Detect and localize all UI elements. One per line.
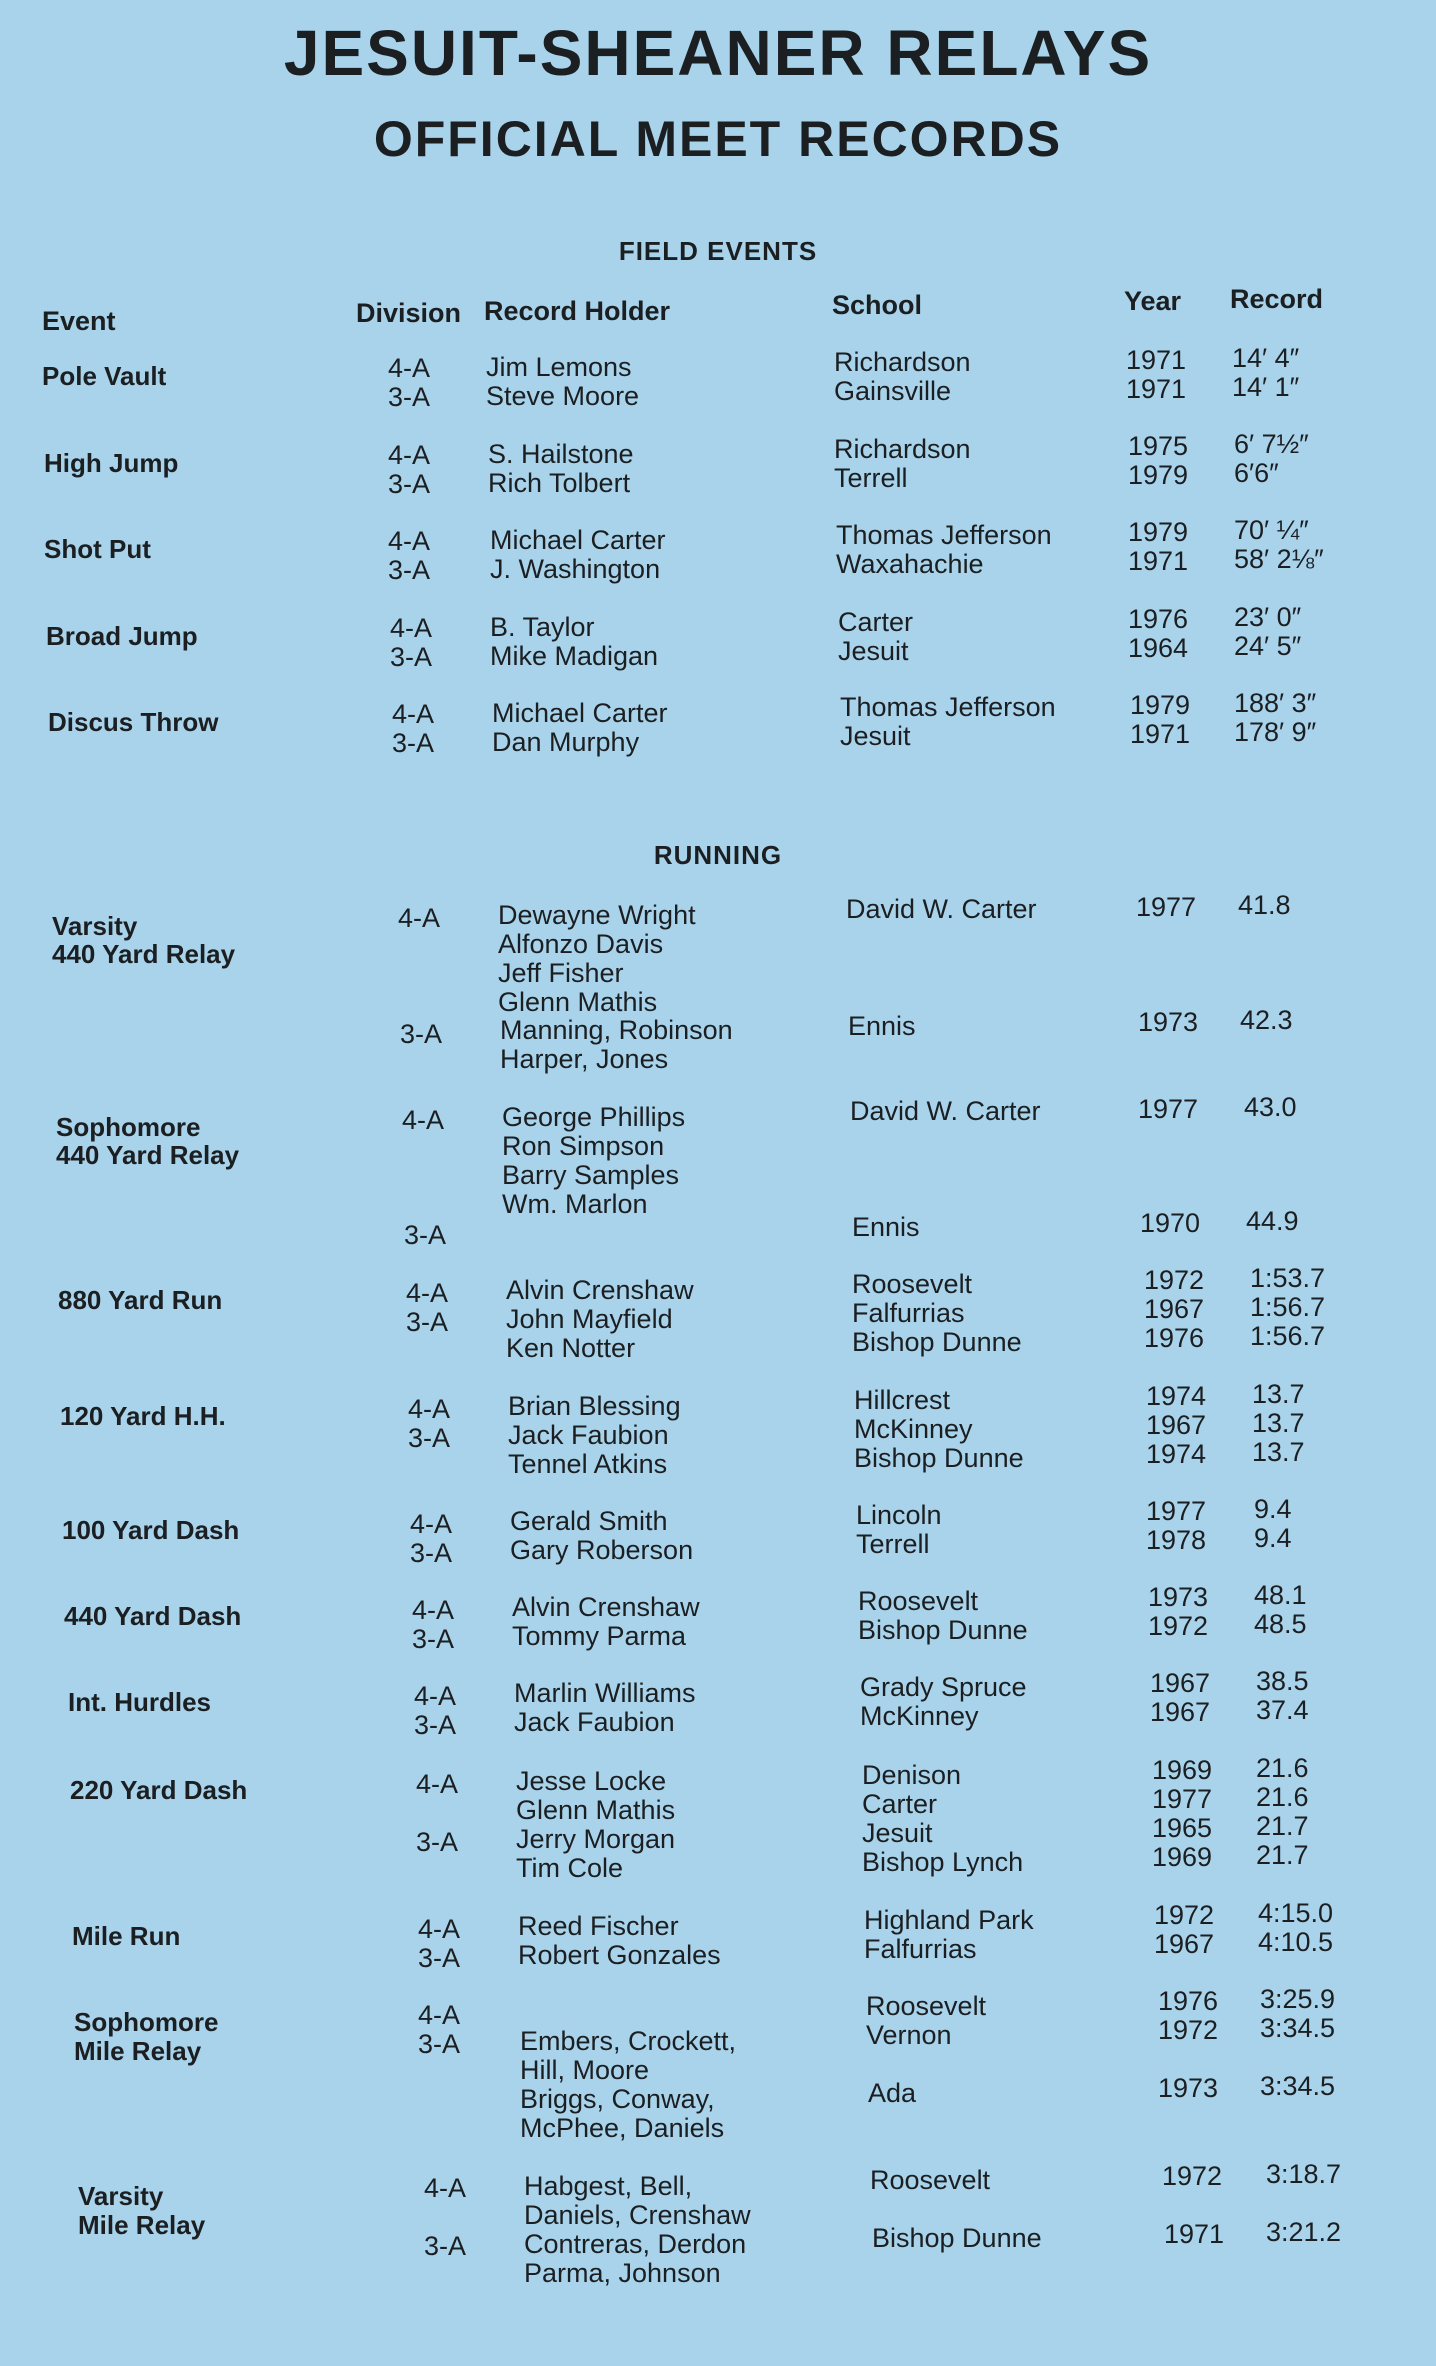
record-holder: Tennel Atkins [508, 1449, 668, 1479]
record-holder: Jesse Locke [516, 1766, 667, 1796]
year: 1971 [1126, 374, 1187, 404]
record: 24′ 5″ [1234, 631, 1302, 661]
school: Falfurrias [852, 1298, 965, 1328]
record: 48.1 [1254, 1580, 1307, 1610]
record-holder: S. Hailstone [488, 439, 634, 469]
event-name: 440 Yard Dash [64, 1601, 242, 1631]
event-name: Varsity [78, 2181, 164, 2211]
page-title: JESUIT-SHEANER RELAYS [283, 17, 1153, 89]
record: 37.4 [1256, 1695, 1309, 1725]
division: 4-A [414, 1681, 457, 1711]
event-name: Mile Run [72, 1921, 181, 1951]
event-name: Shot Put [44, 534, 151, 564]
year: 1967 [1144, 1294, 1205, 1324]
record-holder: B. Taylor [490, 612, 595, 642]
division: 3-A [408, 1423, 451, 1453]
division: 3-A [424, 2231, 467, 2261]
year: 1967 [1154, 1929, 1215, 1959]
school: Gainsville [834, 376, 952, 406]
school: Terrell [834, 463, 908, 493]
division: 3-A [388, 555, 431, 585]
record-holder: Marlin Williams [514, 1678, 696, 1708]
event-name: Discus Throw [48, 707, 219, 737]
school: David W. Carter [846, 894, 1037, 924]
year: 1964 [1128, 633, 1189, 663]
record-holder: Tommy Parma [512, 1621, 687, 1651]
school: Ennis [852, 1212, 920, 1242]
record: 3:34.5 [1260, 2071, 1336, 2101]
event-name: 120 Yard H.H. [60, 1401, 226, 1431]
school: Jesuit [840, 721, 911, 751]
record-holder: John Mayfield [506, 1304, 673, 1334]
record: 41.8 [1238, 890, 1291, 920]
division: 4-A [418, 1914, 461, 1944]
record: 178′ 9″ [1234, 717, 1317, 747]
year: 1969 [1152, 1755, 1213, 1785]
year: 1971 [1128, 546, 1189, 576]
division: 3-A [400, 1019, 443, 1049]
school: Jesuit [862, 1818, 933, 1848]
record-holder: Manning, Robinson [500, 1015, 733, 1045]
year: 1972 [1148, 1611, 1209, 1641]
page-subtitle: OFFICIAL MEET RECORDS [373, 111, 1063, 167]
year: 1974 [1146, 1381, 1207, 1411]
year: 1978 [1146, 1525, 1207, 1555]
header-event: Event [42, 306, 116, 336]
record: 6′6″ [1234, 458, 1279, 488]
school: Waxahachie [836, 549, 984, 579]
record: 3:25.9 [1260, 1984, 1336, 2014]
division: 3-A [406, 1307, 449, 1337]
division: 3-A [388, 382, 431, 412]
school: Richardson [834, 434, 971, 464]
header-record: Record [1230, 284, 1324, 314]
record: 44.9 [1246, 1206, 1299, 1236]
record: 3:21.2 [1266, 2217, 1342, 2247]
record: 13.7 [1252, 1408, 1305, 1438]
record-holder: Hill, Moore [520, 2055, 650, 2085]
school: Carter [838, 607, 914, 637]
record-holder: Jeff Fisher [498, 958, 624, 988]
division: 4-A [418, 2000, 461, 2030]
event-name: Mile Relay [78, 2210, 206, 2240]
record-holder: Michael Carter [490, 525, 666, 555]
record-holder: Ken Notter [506, 1333, 636, 1363]
record-holder: Habgest, Bell, [524, 2171, 693, 2201]
record-holder: Harper, Jones [500, 1044, 669, 1074]
record-holder: Robert Gonzales [518, 1940, 721, 1970]
year: 1979 [1130, 690, 1191, 720]
year: 1971 [1130, 719, 1191, 749]
year: 1967 [1150, 1668, 1211, 1698]
record-holder: Glenn Mathis [516, 1795, 676, 1825]
record: 21.7 [1256, 1811, 1309, 1841]
school: Jesuit [838, 636, 909, 666]
division: 4-A [398, 903, 441, 933]
event-name: Mile Relay [74, 2036, 202, 2066]
record-holder: Alfonzo Davis [498, 929, 664, 959]
division: 3-A [412, 1624, 455, 1654]
division: 3-A [418, 2029, 461, 2059]
record-holder: Contreras, Derdon [524, 2229, 747, 2259]
division: 4-A [406, 1278, 449, 1308]
record-holder: George Phillips [502, 1102, 686, 1132]
record-holder: Rich Tolbert [488, 468, 631, 498]
school: Ennis [848, 1011, 916, 1041]
record-holder: Parma, Johnson [524, 2258, 721, 2288]
school: Highland Park [864, 1905, 1034, 1935]
school: Bishop Dunne [852, 1327, 1022, 1357]
record: 70′ ¼″ [1234, 515, 1309, 545]
record-holder: Briggs, Conway, [520, 2084, 715, 2114]
year: 1977 [1146, 1496, 1207, 1526]
school: Ada [868, 2078, 917, 2108]
division: 3-A [388, 469, 431, 499]
header-year: Year [1124, 286, 1182, 316]
event-name: High Jump [44, 448, 179, 478]
year: 1972 [1154, 1900, 1215, 1930]
record: 38.5 [1256, 1666, 1309, 1696]
division: 4-A [410, 1509, 453, 1539]
record-holder: Gerald Smith [510, 1506, 668, 1536]
year: 1970 [1140, 1208, 1201, 1238]
year: 1965 [1152, 1813, 1213, 1843]
record-holder: Jim Lemons [486, 352, 632, 382]
record: 13.7 [1252, 1437, 1305, 1467]
year: 1971 [1164, 2219, 1225, 2249]
record-holder: Ron Simpson [502, 1131, 665, 1161]
event-name: Sophomore [56, 1112, 201, 1142]
year: 1977 [1136, 892, 1197, 922]
record: 9.4 [1254, 1494, 1292, 1524]
record: 42.3 [1240, 1005, 1293, 1035]
year: 1974 [1146, 1439, 1207, 1469]
year: 1971 [1126, 345, 1187, 375]
record: 13.7 [1252, 1379, 1305, 1409]
record: 4:15.0 [1258, 1898, 1334, 1928]
record: 3:34.5 [1260, 2013, 1336, 2043]
record-holder: Brian Blessing [508, 1391, 681, 1421]
year: 1972 [1158, 2015, 1219, 2045]
record-holder: Tim Cole [516, 1853, 624, 1883]
school: David W. Carter [850, 1096, 1041, 1126]
school: Bishop Lynch [862, 1847, 1024, 1877]
school: Grady Spruce [860, 1672, 1027, 1702]
division: 3-A [414, 1710, 457, 1740]
division: 3-A [410, 1538, 453, 1568]
division: 4-A [412, 1595, 455, 1625]
division: 4-A [388, 353, 431, 383]
event-name: Int. Hurdles [68, 1687, 212, 1717]
header-division: Division [356, 298, 462, 328]
event-name: 880 Yard Run [58, 1285, 223, 1315]
year: 1976 [1128, 604, 1189, 634]
record: 14′ 4″ [1232, 343, 1300, 373]
running-heading: RUNNING [653, 840, 783, 870]
record-holder: Michael Carter [492, 698, 668, 728]
division: 4-A [392, 699, 435, 729]
school: McKinney [860, 1701, 979, 1731]
year: 1976 [1144, 1323, 1205, 1353]
school: Denison [862, 1760, 962, 1790]
record: 1:53.7 [1250, 1263, 1326, 1293]
division: 4-A [408, 1394, 451, 1424]
header-record-holder: Record Holder [484, 296, 671, 326]
record-holder: Gary Roberson [510, 1535, 694, 1565]
record-holder: Embers, Crockett, [520, 2026, 737, 2056]
division: 4-A [390, 613, 433, 643]
field-events-heading: FIELD EVENTS [618, 236, 818, 266]
record-holder: Glenn Mathis [498, 987, 658, 1017]
record: 3:18.7 [1266, 2159, 1342, 2189]
division: 4-A [388, 526, 431, 556]
record-holder: McPhee, Daniels [520, 2113, 725, 2143]
record-holder: Alvin Crenshaw [512, 1592, 700, 1622]
event-name: 440 Yard Relay [52, 939, 236, 969]
year: 1967 [1146, 1410, 1207, 1440]
school: Thomas Jefferson [840, 692, 1056, 722]
record-holder: Daniels, Crenshaw [524, 2200, 751, 2230]
division: 3-A [390, 642, 433, 672]
record-holder: Barry Samples [502, 1160, 680, 1190]
record: 14′ 1″ [1232, 372, 1300, 402]
record-holder: Dan Murphy [492, 727, 640, 757]
school: Bishop Dunne [858, 1615, 1028, 1645]
event-name: Broad Jump [46, 621, 198, 651]
division: 3-A [416, 1827, 459, 1857]
event-name: 100 Yard Dash [62, 1515, 240, 1545]
record: 1:56.7 [1250, 1321, 1326, 1351]
year: 1976 [1158, 1986, 1219, 2016]
record: 48.5 [1254, 1609, 1307, 1639]
school: Bishop Dunne [854, 1443, 1024, 1473]
record-holder: Reed Fischer [518, 1911, 679, 1941]
event-name: Pole Vault [42, 361, 167, 391]
year: 1972 [1144, 1265, 1205, 1295]
record: 21.6 [1256, 1753, 1309, 1783]
record: 23′ 0″ [1234, 602, 1302, 632]
school: Thomas Jefferson [836, 520, 1052, 550]
division: 4-A [416, 1769, 459, 1799]
school: Roosevelt [870, 2165, 991, 2195]
school: Roosevelt [866, 1991, 987, 2021]
record-holder: Jerry Morgan [516, 1824, 676, 1854]
record: 43.0 [1244, 1092, 1297, 1122]
year: 1975 [1128, 431, 1189, 461]
event-name: Varsity [52, 911, 138, 941]
record-holder: Jack Faubion [508, 1420, 669, 1450]
year: 1973 [1158, 2073, 1219, 2103]
school: Falfurrias [864, 1934, 977, 1964]
school: McKinney [854, 1414, 973, 1444]
record: 4:10.5 [1258, 1927, 1334, 1957]
record-holder: Alvin Crenshaw [506, 1275, 694, 1305]
school: Vernon [866, 2020, 952, 2050]
division: 4-A [424, 2173, 467, 2203]
record-holder: J. Washington [490, 554, 661, 584]
record: 21.6 [1256, 1782, 1309, 1812]
record: 9.4 [1254, 1523, 1292, 1553]
school: Bishop Dunne [872, 2223, 1042, 2253]
school: Roosevelt [858, 1586, 979, 1616]
year: 1969 [1152, 1842, 1213, 1872]
record-holder: Jack Faubion [514, 1707, 675, 1737]
record: 188′ 3″ [1234, 688, 1317, 718]
year: 1973 [1138, 1007, 1199, 1037]
school: Terrell [856, 1529, 930, 1559]
year: 1977 [1152, 1784, 1213, 1814]
record: 58′ 2⅛″ [1234, 544, 1324, 574]
year: 1977 [1138, 1094, 1199, 1124]
school: Hillcrest [854, 1385, 951, 1415]
year: 1972 [1162, 2161, 1223, 2191]
record: 6′ 7½″ [1234, 429, 1309, 459]
division: 3-A [404, 1220, 447, 1250]
school: Carter [862, 1789, 938, 1819]
division: 3-A [392, 728, 435, 758]
school: Lincoln [856, 1500, 942, 1530]
division: 4-A [402, 1105, 445, 1135]
record-holder: Wm. Marlon [502, 1189, 648, 1219]
record-holder: Mike Madigan [490, 641, 659, 671]
record: 1:56.7 [1250, 1292, 1326, 1322]
year: 1967 [1150, 1697, 1211, 1727]
record: 21.7 [1256, 1840, 1309, 1870]
event-name: Sophomore [74, 2007, 219, 2037]
division: 4-A [388, 440, 431, 470]
year: 1979 [1128, 460, 1189, 490]
record-holder: Steve Moore [486, 381, 640, 411]
school: Roosevelt [852, 1269, 973, 1299]
event-name: 440 Yard Relay [56, 1140, 240, 1170]
record-holder: Dewayne Wright [498, 900, 696, 930]
year: 1973 [1148, 1582, 1209, 1612]
event-name: 220 Yard Dash [70, 1775, 248, 1805]
division: 3-A [418, 1943, 461, 1973]
year: 1979 [1128, 517, 1189, 547]
header-school: School [832, 290, 923, 320]
school: Richardson [834, 347, 971, 377]
